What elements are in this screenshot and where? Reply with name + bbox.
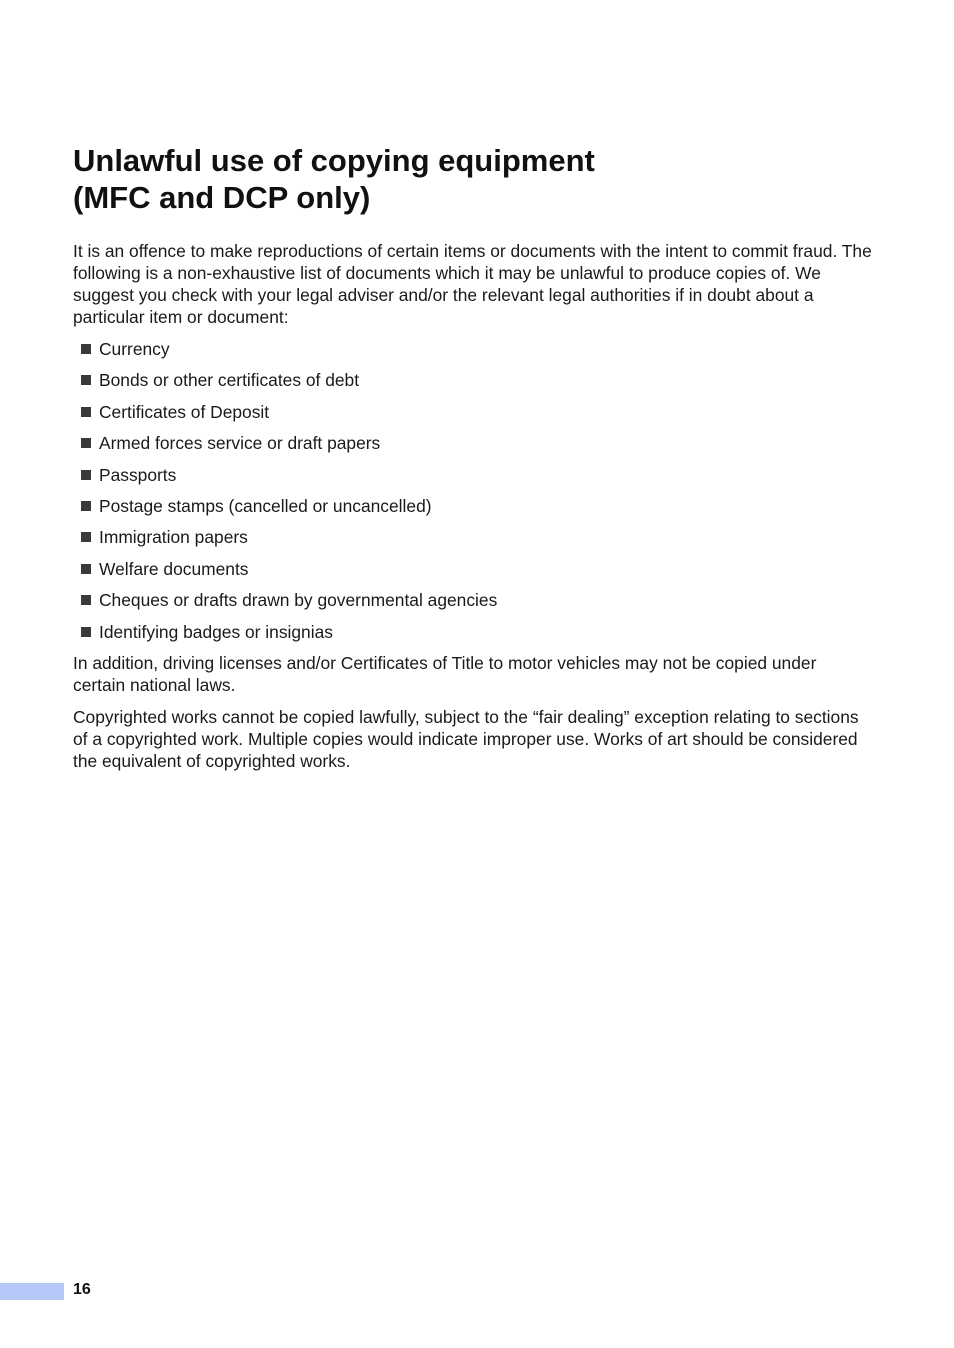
list-item — [73, 464, 873, 486]
page-title-line-1: Unlawful use of copying equipment — [73, 143, 595, 178]
list-item — [73, 495, 873, 517]
list-item-label: Identifying badges or insignias — [99, 621, 333, 642]
square-bullet-icon — [81, 344, 91, 354]
intro-paragraph: It is an offence to make reproductions of certain items or documents with the intent to commit fraud. The following is a non-exhaustive list of documents which it may be unlawful to produce copies of. We suggest you check with your legal adviser and/or the relevant legal authorities if in doubt about a particular item or document: — [73, 241, 872, 327]
list-item-label: Cheques or drafts drawn by governmental agencies — [99, 590, 498, 611]
list-item — [73, 621, 873, 643]
square-bullet-icon — [81, 375, 91, 385]
square-bullet-icon — [81, 627, 91, 637]
document-body — [73, 240, 873, 772]
list-item-label: Currency — [99, 339, 170, 359]
list-item — [73, 401, 873, 423]
list-item-label: Armed forces service or draft papers — [99, 433, 381, 454]
list-item-label: Bonds or other certificates of debt — [99, 370, 360, 391]
list-item-label: Certificates of Deposit — [99, 401, 270, 422]
list-item-label: Postage stamps (cancelled or uncancelled) — [99, 495, 432, 516]
driving-licenses-paragraph: In addition, driving licenses and/or Certificates of Title to motor vehicles may not be copied under certain national laws. — [73, 652, 817, 695]
unlawful-items-list — [73, 338, 873, 643]
page-number: 16 — [73, 1281, 91, 1298]
list-item-label: Immigration papers — [99, 527, 248, 548]
list-item — [73, 558, 873, 580]
square-bullet-icon — [81, 532, 91, 542]
square-bullet-icon — [81, 564, 91, 574]
square-bullet-icon — [81, 407, 91, 417]
square-bullet-icon — [81, 438, 91, 448]
page-title — [73, 142, 893, 216]
list-item-label: Welfare documents — [99, 558, 249, 579]
square-bullet-icon — [81, 501, 91, 511]
list-item-label: Passports — [99, 464, 177, 485]
footer-accent-bar — [0, 1283, 64, 1300]
square-bullet-icon — [81, 470, 91, 480]
copyright-paragraph: Copyrighted works cannot be copied lawfully, subject to the “fair dealing” exception relating to sections of a copyrighted work. Multiple copies would indicate improper use. Works of art should be considered the equivalent of copyrighted works. — [73, 706, 859, 771]
square-bullet-icon — [81, 595, 91, 605]
list-item — [73, 589, 873, 611]
list-item — [73, 369, 873, 391]
list-item — [73, 338, 873, 360]
page-title-line-2: (MFC and DCP only) — [73, 180, 371, 215]
list-item — [73, 432, 873, 454]
list-item — [73, 526, 873, 548]
